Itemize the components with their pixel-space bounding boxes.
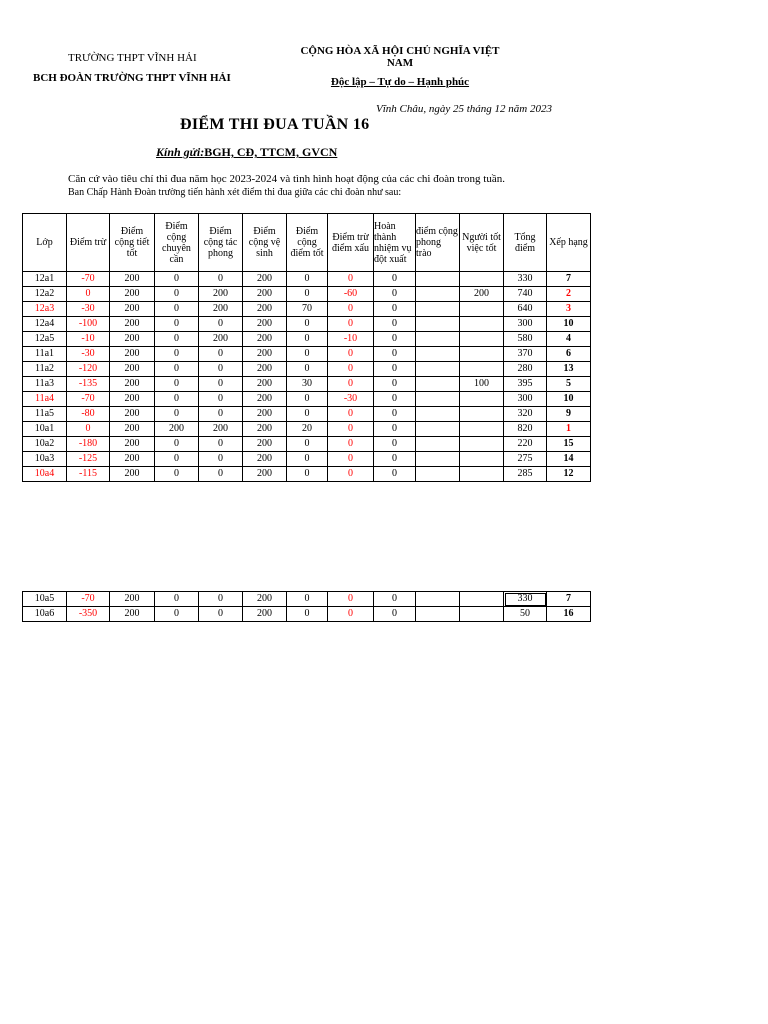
cell-lop: 10a4: [23, 467, 67, 482]
cell-vs: 200: [243, 302, 287, 317]
cell-xh: 1: [547, 422, 591, 437]
cell-xh: 2: [547, 287, 591, 302]
cell-tong: 280: [504, 362, 547, 377]
cell-nt: [460, 332, 504, 347]
column-header-hygiene: Điểm cộng vệ sinh: [243, 214, 287, 272]
cell-cc: 0: [155, 592, 199, 607]
cell-ht: 0: [374, 437, 416, 452]
cell-nt: [460, 467, 504, 482]
cell-tong: 330: [504, 592, 547, 607]
cell-pt: [416, 287, 460, 302]
cell-xau: 0: [328, 467, 374, 482]
cell-tru: -10: [67, 332, 110, 347]
cell-pt: [416, 362, 460, 377]
cell-vs: 200: [243, 362, 287, 377]
cell-dt: 0: [287, 332, 328, 347]
cell-dt: 30: [287, 377, 328, 392]
cell-nt: [460, 392, 504, 407]
cell-xau: 0: [328, 592, 374, 607]
cell-tru: -120: [67, 362, 110, 377]
cell-cc: 0: [155, 317, 199, 332]
cell-cc: 0: [155, 302, 199, 317]
table-row: [23, 347, 591, 362]
cell-ht: 0: [374, 347, 416, 362]
table-row: [23, 377, 591, 392]
column-header-good-deed: Người tốt việc tốt: [460, 214, 504, 272]
cell-nt: [460, 452, 504, 467]
cell-lop: 10a2: [23, 437, 67, 452]
cell-lop: 11a4: [23, 392, 67, 407]
table-row: [23, 437, 591, 452]
cell-tp: 200: [199, 332, 243, 347]
cell-lop: 10a6: [23, 607, 67, 622]
cell-tp: 0: [199, 592, 243, 607]
cell-tiet: 200: [110, 467, 155, 482]
cell-xh: 10: [547, 392, 591, 407]
table-row: [23, 452, 591, 467]
cell-xau: 0: [328, 317, 374, 332]
column-header-deduction: Điểm trừ: [67, 214, 110, 272]
column-header-movement: điểm cộng phong trào: [416, 214, 460, 272]
column-header-special-task: Hoàn thành nhiệm vụ đột xuất: [374, 214, 416, 272]
cell-ht: 0: [374, 407, 416, 422]
cell-tong: 300: [504, 392, 547, 407]
cell-xh: 14: [547, 452, 591, 467]
cell-tiet: 200: [110, 422, 155, 437]
cell-vs: 200: [243, 317, 287, 332]
cell-dt: 0: [287, 607, 328, 622]
cell-cc: 0: [155, 332, 199, 347]
cell-xau: 0: [328, 437, 374, 452]
cell-ht: 0: [374, 362, 416, 377]
national-motto: Độc lập – Tự do – Hạnh phúc: [330, 76, 470, 88]
cell-xau: -10: [328, 332, 374, 347]
cell-lop: 10a1: [23, 422, 67, 437]
cell-xau: 0: [328, 272, 374, 287]
column-header-rank: Xếp hạng: [547, 214, 591, 272]
cell-tp: 0: [199, 407, 243, 422]
table-row: [23, 287, 591, 302]
cell-xau: 0: [328, 407, 374, 422]
cell-tp: 0: [199, 467, 243, 482]
cell-cc: 0: [155, 452, 199, 467]
cell-tp: 0: [199, 437, 243, 452]
cell-tiet: 200: [110, 317, 155, 332]
table-row: [23, 592, 591, 607]
intro-paragraph-2: Ban Chấp Hành Đoàn trường tiến hành xét điểm thi đua giữa các chi đoàn như sau:: [68, 187, 402, 198]
cell-tp: 200: [199, 287, 243, 302]
cell-pt: [416, 407, 460, 422]
cell-xh: 5: [547, 377, 591, 392]
cell-nt: [460, 422, 504, 437]
cell-tp: 200: [199, 422, 243, 437]
cell-tru: -70: [67, 392, 110, 407]
cell-lop: 12a3: [23, 302, 67, 317]
table-row: [23, 302, 591, 317]
cell-tong: 580: [504, 332, 547, 347]
cell-nt: [460, 592, 504, 607]
cell-ht: 0: [374, 272, 416, 287]
table-row: [23, 422, 591, 437]
cell-pt: [416, 347, 460, 362]
cell-ht: 0: [374, 287, 416, 302]
cell-xau: 0: [328, 422, 374, 437]
cell-tiet: 200: [110, 272, 155, 287]
cell-xau: 0: [328, 302, 374, 317]
cell-ht: 0: [374, 392, 416, 407]
cell-vs: 200: [243, 407, 287, 422]
cell-vs: 200: [243, 272, 287, 287]
table-body-continued: [23, 592, 591, 622]
table-row: [23, 467, 591, 482]
cell-tru: 0: [67, 287, 110, 302]
cell-dt: 0: [287, 467, 328, 482]
cell-vs: 200: [243, 287, 287, 302]
column-header-total: Tổng điểm: [504, 214, 547, 272]
cell-ht: 0: [374, 302, 416, 317]
cell-dt: 20: [287, 422, 328, 437]
cell-dt: 0: [287, 347, 328, 362]
table-row: [23, 317, 591, 332]
table-header-row: [23, 214, 591, 272]
cell-tru: -350: [67, 607, 110, 622]
cell-tru: -125: [67, 452, 110, 467]
dateline: Vĩnh Châu, ngày 25 tháng 12 năm 2023: [376, 103, 552, 115]
column-header-good-lesson: Điểm cộng tiết tốt: [110, 214, 155, 272]
cell-tp: 0: [199, 347, 243, 362]
cell-cc: 0: [155, 287, 199, 302]
cell-xau: 0: [328, 607, 374, 622]
column-header-conduct: Điểm cộng tác phong: [199, 214, 243, 272]
table-row: [23, 392, 591, 407]
table-row: [23, 332, 591, 347]
cell-tong: 320: [504, 407, 547, 422]
cell-nt: 100: [460, 377, 504, 392]
cell-pt: [416, 592, 460, 607]
cell-nt: [460, 317, 504, 332]
cell-pt: [416, 317, 460, 332]
intro-paragraph-1: Căn cứ vào tiêu chí thi đua năm học 2023-2024 và tình hình hoạt động của các chi đoàn trong tuần.: [68, 173, 505, 185]
cell-tp: 0: [199, 362, 243, 377]
national-title-line1: CỘNG HÒA XÃ HỘI CHỦ NGHĨA VIỆT: [300, 45, 500, 57]
cell-tp: 0: [199, 317, 243, 332]
score-table: [22, 213, 591, 482]
cell-tp: 200: [199, 302, 243, 317]
cell-xau: 0: [328, 347, 374, 362]
union-name: BCH ĐOÀN TRƯỜNG THPT VĨNH HẢI: [33, 72, 231, 84]
cell-cc: 0: [155, 607, 199, 622]
cell-lop: 11a2: [23, 362, 67, 377]
cell-dt: 0: [287, 437, 328, 452]
cell-vs: 200: [243, 422, 287, 437]
cell-lop: 11a1: [23, 347, 67, 362]
cell-tru: -70: [67, 272, 110, 287]
cell-vs: 200: [243, 607, 287, 622]
cell-cc: 200: [155, 422, 199, 437]
cell-nt: [460, 302, 504, 317]
cell-lop: 10a3: [23, 452, 67, 467]
cell-tp: 0: [199, 607, 243, 622]
column-header-attendance: Điểm cộng chuyên cần: [155, 214, 199, 272]
cell-xh: 7: [547, 592, 591, 607]
cell-ht: 0: [374, 467, 416, 482]
cell-lop: 11a3: [23, 377, 67, 392]
cell-xau: 0: [328, 377, 374, 392]
cell-lop: 10a5: [23, 592, 67, 607]
cell-tong: 285: [504, 467, 547, 482]
cell-tiet: 200: [110, 407, 155, 422]
cell-tp: 0: [199, 272, 243, 287]
cell-pt: [416, 332, 460, 347]
cell-nt: [460, 607, 504, 622]
cell-tiet: 200: [110, 607, 155, 622]
cell-tiet: 200: [110, 332, 155, 347]
recipient-label: Kính gửi:: [156, 145, 205, 159]
cell-tong: 740: [504, 287, 547, 302]
cell-nt: [460, 362, 504, 377]
cell-vs: 200: [243, 377, 287, 392]
cell-xau: -60: [328, 287, 374, 302]
cell-ht: 0: [374, 592, 416, 607]
cell-vs: 200: [243, 467, 287, 482]
cell-xh: 12: [547, 467, 591, 482]
cell-pt: [416, 452, 460, 467]
school-name: TRƯỜNG THPT VĨNH HẢI: [68, 52, 197, 64]
column-header-class: Lớp: [23, 214, 67, 272]
cell-tong: 820: [504, 422, 547, 437]
table-row: [23, 407, 591, 422]
cell-lop: 12a4: [23, 317, 67, 332]
cell-tong: 50: [504, 607, 547, 622]
cell-vs: 200: [243, 452, 287, 467]
cell-nt: 200: [460, 287, 504, 302]
cell-tong: 395: [504, 377, 547, 392]
cell-cc: 0: [155, 437, 199, 452]
cell-xau: 0: [328, 452, 374, 467]
cell-cc: 0: [155, 407, 199, 422]
cell-dt: 0: [287, 362, 328, 377]
cell-xh: 4: [547, 332, 591, 347]
cell-xh: 15: [547, 437, 591, 452]
score-table-continued: [22, 591, 591, 622]
cell-nt: [460, 347, 504, 362]
cell-lop: 12a2: [23, 287, 67, 302]
cell-vs: 200: [243, 392, 287, 407]
cell-xh: 16: [547, 607, 591, 622]
cell-xh: 3: [547, 302, 591, 317]
cell-tru: -70: [67, 592, 110, 607]
cell-dt: 0: [287, 407, 328, 422]
column-header-bad-grade-deduction: Điểm trừ điểm xấu: [328, 214, 374, 272]
cell-tong: 275: [504, 452, 547, 467]
cell-tong: 220: [504, 437, 547, 452]
cell-xau: 0: [328, 362, 374, 377]
table-row: [23, 272, 591, 287]
cell-tiet: 200: [110, 377, 155, 392]
cell-lop: 12a1: [23, 272, 67, 287]
cell-pt: [416, 302, 460, 317]
cell-tiet: 200: [110, 592, 155, 607]
cell-tru: -100: [67, 317, 110, 332]
cell-xh: 13: [547, 362, 591, 377]
recipient-value: BGH, CĐ, TTCM, GVCN: [204, 145, 338, 159]
cell-tp: 0: [199, 377, 243, 392]
cell-lop: 12a5: [23, 332, 67, 347]
cell-tp: 0: [199, 452, 243, 467]
cell-pt: [416, 467, 460, 482]
cell-dt: 0: [287, 272, 328, 287]
cell-tru: 0: [67, 422, 110, 437]
cell-dt: 0: [287, 287, 328, 302]
cell-tiet: 200: [110, 287, 155, 302]
table-row: [23, 362, 591, 377]
national-title-line2: NAM: [386, 57, 414, 69]
cell-dt: 0: [287, 317, 328, 332]
cell-cc: 0: [155, 467, 199, 482]
cell-tru: -30: [67, 347, 110, 362]
cell-ht: 0: [374, 422, 416, 437]
cell-cc: 0: [155, 377, 199, 392]
cell-xh: 9: [547, 407, 591, 422]
document-title: ĐIỂM THI ĐUA TUẦN 16: [180, 116, 370, 133]
cell-tru: -135: [67, 377, 110, 392]
column-header-good-grade: Điểm cộng điểm tốt: [287, 214, 328, 272]
cell-xh: 10: [547, 317, 591, 332]
cell-xh: 7: [547, 272, 591, 287]
cell-xh: 6: [547, 347, 591, 362]
cell-tru: -180: [67, 437, 110, 452]
cell-pt: [416, 422, 460, 437]
cell-pt: [416, 437, 460, 452]
cell-tiet: 200: [110, 392, 155, 407]
cell-tiet: 200: [110, 347, 155, 362]
cell-cc: 0: [155, 392, 199, 407]
cell-cc: 0: [155, 272, 199, 287]
cell-pt: [416, 392, 460, 407]
cell-nt: [460, 272, 504, 287]
cell-tru: -115: [67, 467, 110, 482]
national-title: [290, 45, 510, 69]
recipient-line: [156, 145, 337, 160]
cell-tong: 640: [504, 302, 547, 317]
cell-ht: 0: [374, 377, 416, 392]
cell-ht: 0: [374, 317, 416, 332]
cell-vs: 200: [243, 437, 287, 452]
cell-pt: [416, 377, 460, 392]
cell-tong: 300: [504, 317, 547, 332]
cell-tiet: 200: [110, 302, 155, 317]
cell-lop: 11a5: [23, 407, 67, 422]
cell-nt: [460, 437, 504, 452]
table-row: [23, 607, 591, 622]
cell-dt: 70: [287, 302, 328, 317]
table-body: [23, 272, 591, 482]
cell-dt: 0: [287, 392, 328, 407]
cell-dt: 0: [287, 592, 328, 607]
cell-ht: 0: [374, 332, 416, 347]
cell-ht: 0: [374, 452, 416, 467]
cell-tong: 370: [504, 347, 547, 362]
cell-tiet: 200: [110, 452, 155, 467]
cell-pt: [416, 607, 460, 622]
cell-vs: 200: [243, 332, 287, 347]
cell-tiet: 200: [110, 437, 155, 452]
cell-vs: 200: [243, 347, 287, 362]
cell-tp: 0: [199, 392, 243, 407]
cell-dt: 0: [287, 452, 328, 467]
cell-xau: -30: [328, 392, 374, 407]
cell-tong: 330: [504, 272, 547, 287]
cell-vs: 200: [243, 592, 287, 607]
cell-pt: [416, 272, 460, 287]
cell-nt: [460, 407, 504, 422]
cell-cc: 0: [155, 347, 199, 362]
cell-tru: -80: [67, 407, 110, 422]
cell-cc: 0: [155, 362, 199, 377]
cell-ht: 0: [374, 607, 416, 622]
cell-tru: -30: [67, 302, 110, 317]
cell-tiet: 200: [110, 362, 155, 377]
